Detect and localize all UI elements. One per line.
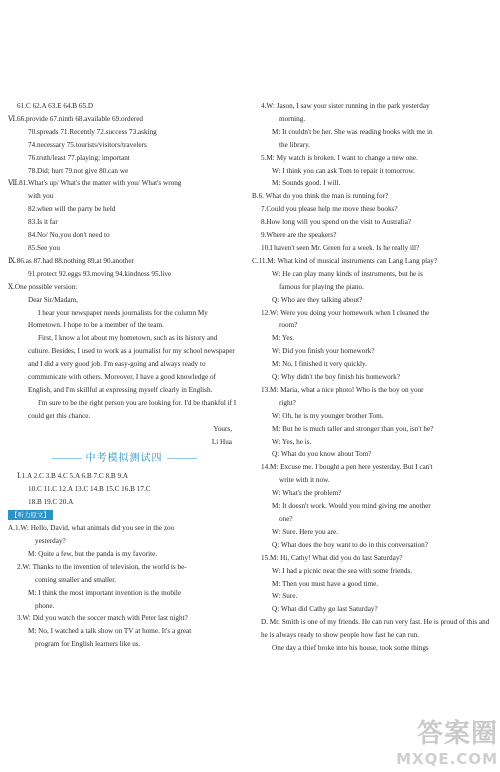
- answer-line: 85.See you: [28, 243, 60, 252]
- left-column: [8, 100, 240, 651]
- script-line: M: Sounds good. I will.: [272, 179, 341, 188]
- script-line: 5.M: My watch is broken. I want to change a new one.: [261, 153, 418, 162]
- script-line: 14.M: Excuse me. I bought a pen here yesterday. But I can't: [261, 463, 433, 472]
- script-line: 2.W: Thanks to the invention of television, the world is be-: [17, 562, 187, 571]
- answer-line: 74.necessary 75.tourists/visitors/travelers: [28, 140, 147, 149]
- script-line: B.6. What do you think the man is running for?: [252, 192, 389, 201]
- script-line: A.1.W: Hello, David, what animals did you see in the zoo: [8, 524, 175, 533]
- letter-signature: Li Hua: [211, 437, 232, 446]
- watermark-text: 答案圈: [416, 719, 498, 749]
- script-line: M: It couldn't be her. She was reading books with me in: [272, 127, 433, 136]
- script-line: morning.: [279, 114, 306, 123]
- script-line: M: But he is much taller and stronger than you, isn't he?: [272, 424, 434, 433]
- letter-closing: Yours,: [213, 424, 232, 433]
- script-line: 4.W: Jason, I saw your sister running in the park yesterday: [261, 102, 430, 110]
- answer-line: Ⅸ.86.as 87.had 88.nothing 89.at 90.another: [8, 256, 134, 265]
- script-line: W: Yes, he is.: [272, 437, 312, 446]
- script-line: W: Oh, he is my younger brother Tom.: [272, 411, 384, 420]
- answer-line: Dear Sir/Madam,: [28, 295, 78, 304]
- answer-row-2: 10.C 11.C 12.A 13.C 14.B 15.C 16.B 17.C: [28, 485, 151, 494]
- script-line: 15.M: Hi, Cathy! What did you do last Saturday?: [261, 553, 403, 562]
- script-line: right?: [279, 398, 296, 407]
- watermark-url: MXQE.COM: [396, 750, 498, 768]
- script-line: M: I think the most important invention is the mobile: [28, 588, 182, 597]
- script-line: 3.W: Did you watch the soccer match with Peter last night?: [17, 614, 188, 623]
- answer-line: Ⅶ.81.What's up/ What's the matter with you/ What's wrong: [8, 179, 182, 188]
- listening-script-left: [8, 522, 240, 651]
- listening-script-badge: 【听力原文】: [8, 510, 53, 520]
- answer-line: with you: [28, 192, 54, 201]
- script-line: coming smaller and smaller.: [35, 575, 117, 584]
- letter-body: [8, 307, 240, 423]
- listening-script-right: [252, 100, 492, 616]
- answer-line: 78.Did; hurt 79.not give 80.can we: [28, 166, 129, 175]
- script-line: W: I think you can ask Tom to repair it tomorrow.: [272, 166, 415, 175]
- script-line: W: He can play many kinds of instruments, but he is: [272, 269, 423, 278]
- title-rule-right: [167, 458, 197, 459]
- script-line: one?: [279, 515, 293, 523]
- script-line: 10.I haven't seen Mr. Green for a week. Is he really ill?: [261, 243, 420, 252]
- script-line: 13.M: Maria, what a nice photo! Who is the boy on your: [261, 385, 424, 394]
- script-line: Q: What does the boy want to do in this conversation?: [272, 540, 428, 549]
- title-rule-left: [52, 458, 82, 459]
- answer-row-3: 18.B 19.C 20.A: [28, 498, 74, 507]
- story-d: D. Mr. Smith is one of my friends. He can run very fast. He is proud of this and he is always ready to show people how fast he can run.: [261, 618, 490, 640]
- script-line: 9.Where are the speakers?: [261, 231, 337, 240]
- script-line: Q: What did Cathy go last Saturday?: [272, 605, 378, 614]
- answer-lines: [8, 100, 240, 307]
- script-line: M: Then you must have a good time.: [272, 579, 379, 588]
- answer-row-1: Ⅰ.1.A 2.C 3.B 4.C 5.A 6.B 7.C 8.B 9.A: [17, 472, 129, 481]
- watermark-logo: [396, 713, 498, 768]
- script-line: M: It doesn't work. Would you mind giving me another: [272, 502, 431, 511]
- script-line: Q: Who are they talking about?: [272, 295, 363, 304]
- script-line: W: Sure. Here you are.: [272, 527, 338, 536]
- letter-paragraph-2: First, I know a lot about my hometown, such as its history and culture. Besides, I used to work as a journalist for my school newspaper and I did a very good job. I'm easy-going and always ready to communicate with others. Moreover, I have a good knowledge of English, and I'm skillful at expressing myself clearly in English.: [28, 334, 235, 394]
- script-line: M: No, I watched a talk show on TV at home. It's a great: [28, 627, 192, 636]
- letter-paragraph-3: I'm sure to be the right person you are looking for. I'd be thankful if I could get this chance.: [28, 398, 237, 420]
- script-line: yesterday?: [35, 537, 66, 545]
- script-line: W: Did you finish your homework?: [272, 347, 375, 356]
- letter-paragraph-1: I hear your newspaper needs journalists for the column My Hometown. I hope to be a member of the team.: [28, 308, 208, 330]
- script-line: 8.How long will you spend on the visit to Australia?: [261, 218, 412, 227]
- answer-line: 61.C 62.A 63.E 64.B 65.D: [17, 102, 94, 110]
- right-column: [252, 100, 492, 655]
- answer-line: 76.truth/least 77.playing; important: [28, 153, 130, 162]
- script-line: W: Sure.: [272, 592, 298, 601]
- answer-line: 84.No/ No,you don't need to: [28, 231, 110, 240]
- script-line: C.11.M: What kind of musical instruments can Lang Lang play?: [252, 256, 438, 265]
- script-line: room?: [279, 321, 298, 330]
- script-line: famous for playing the piano.: [279, 282, 364, 291]
- script-line: M: Quite a few, but the panda is my favorite.: [28, 549, 158, 558]
- script-line: program for English learners like us.: [35, 640, 141, 649]
- script-line: write with it now.: [279, 476, 330, 485]
- answer-line: 91.protect 92.eggs 93.moving 94.kindness 95.live: [28, 269, 172, 278]
- answer-line: 82.when will the party be held: [28, 205, 116, 214]
- answer-line: Ⅵ.66.provide 67.ninth 68.available 69.ordered: [8, 114, 143, 123]
- answer-line: 70.spreads 71.Recently 72.success 73.asking: [28, 127, 157, 136]
- script-line: phone.: [35, 601, 55, 610]
- script-line: the library.: [279, 140, 311, 149]
- script-line: W: What's the problem?: [272, 489, 342, 498]
- script-line: Q: Why didn't the boy finish his homework?: [272, 373, 400, 382]
- script-line: M: No, I finished it very quickly.: [272, 360, 367, 369]
- script-line: 7.Could you please help me move these books?: [261, 205, 398, 214]
- script-line: W: I had a picnic near the sea with some friends.: [272, 566, 413, 575]
- answer-line: 83.Is it far: [28, 218, 58, 227]
- script-line: M: Yes.: [272, 334, 295, 343]
- section-title: 中考模拟测试四: [8, 448, 240, 470]
- script-line: Q: What do you know about Tom?: [272, 450, 372, 459]
- script-line: 12.W: Were you doing your homework when I cleaned the: [261, 308, 430, 317]
- story-d-continued: One day a thief broke into his house, took some things: [272, 644, 429, 653]
- answer-line: Ⅹ.One possible version:: [8, 282, 78, 291]
